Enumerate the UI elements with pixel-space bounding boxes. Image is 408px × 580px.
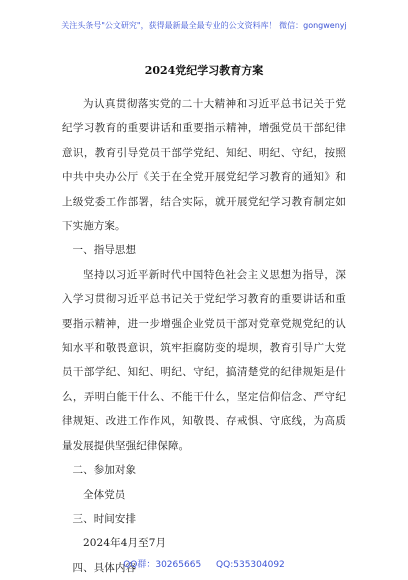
footer-qq-group: QQ群：30265665 [123, 560, 202, 570]
header-notice: 关注头条号"公文研究"，获得最新最全最专业的公文资料库！ 微信：gongwenyj [61, 21, 347, 30]
section-heading-guiding-ideology: 一、指导思想 [72, 244, 137, 257]
document-body [62, 92, 346, 580]
intro-paragraph: 为认真贯彻落实党的二十大精神和习近平总书记关于党纪学习教育的重要讲话和重要指示精神，增强党员干部纪律意识，教育引导党员干部学党纪、知纪、明纪、守纪，按照中共中央办公厅《关于在全党开展党纪学习教育的通知》和上级党委工作部署，结合实际，就开展党纪学习教育制定如下实施方案。 [62, 98, 346, 233]
footer-contact [0, 557, 408, 570]
section-heading-content: 四、具体内容 [72, 561, 137, 574]
participants-paragraph: 全体党员 [83, 488, 126, 501]
footer-qq-number: QQ:535304092 [216, 560, 285, 570]
schedule-paragraph: 2024年4月至7月 [83, 537, 167, 550]
guiding-ideology-paragraph: 坚持以习近平新时代中国特色社会主义思想为指导，深入学习贯彻习近平总书记关于党纪学习教育的重要讲话和重要指示精神，进一步增强企业党员干部对党章党规党纪的认知水平和敬畏意识，筑牢拒腐防变的堤坝，教育引导广大党员干部学纪、知纪、明纪、守纪，搞清楚党的纪律规矩是什么，弄明白能干什么、不能干什么，坚定信仰信念、严守纪律规矩、改进工作作风，知敬畏、存戒惧、守底线，为高质量发展提供坚强纪律保障。 [62, 268, 346, 452]
document-title: 2024党纪学习教育方案 [144, 64, 264, 77]
section-heading-participants: 二、参加对象 [72, 464, 137, 477]
section-heading-schedule: 三、时间安排 [72, 512, 137, 525]
